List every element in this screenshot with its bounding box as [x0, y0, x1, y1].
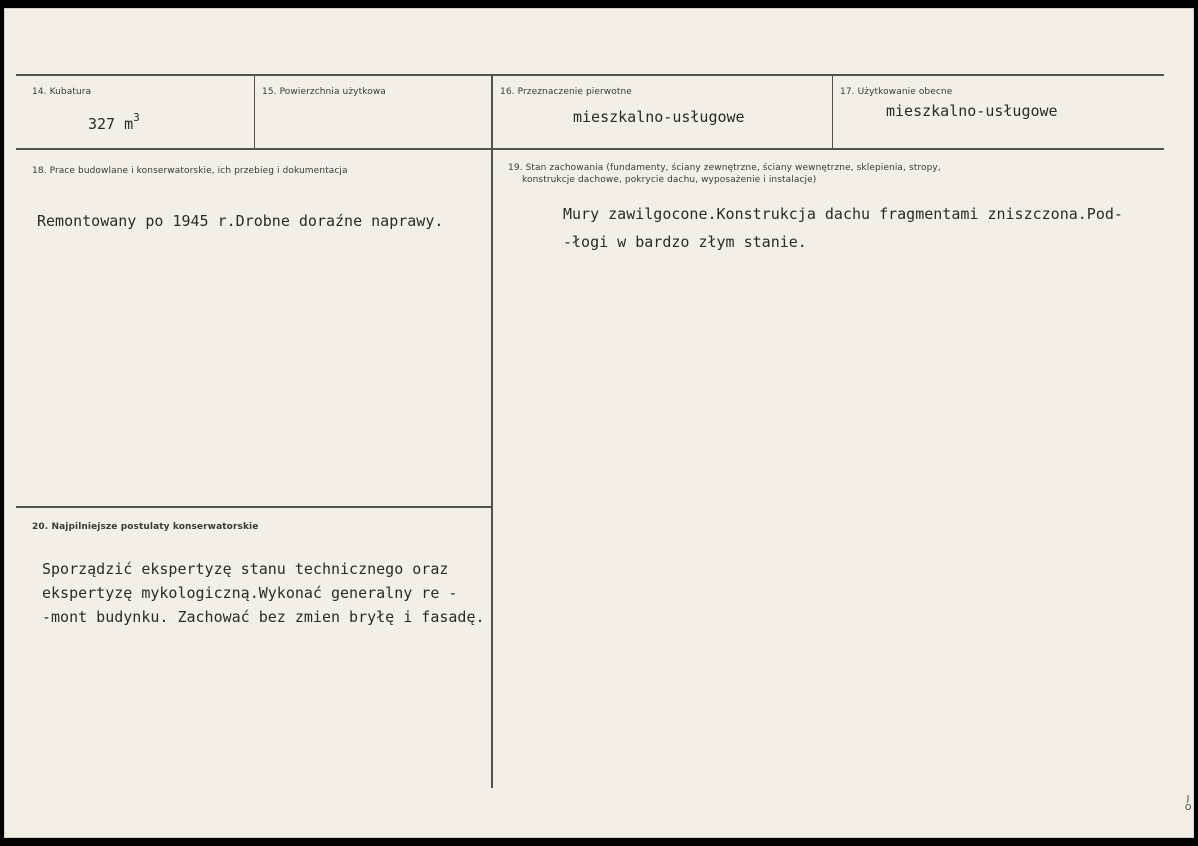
field-18-label: 18. Prace budowlane i konserwatorskie, ich przebieg i dokumentacja: [32, 166, 348, 176]
divider-14-15: [254, 74, 255, 150]
divider-15-16: [491, 74, 493, 788]
inventory-card: [4, 8, 1194, 838]
field-14-value: [88, 105, 140, 137]
top-rule: [16, 74, 1164, 76]
field-19-value-line2: -łogi w bardzo złym stanie.: [563, 233, 807, 251]
field-19-value-line1: Mury zawilgocone.Konstrukcja dachu fragmentami zniszczona.Pod-: [563, 205, 1123, 223]
edge-mark: [1185, 794, 1191, 812]
cubature-exponent: 3: [133, 111, 140, 124]
row1-bottom-rule: [16, 148, 1164, 150]
field-17-label: 17. Użytkowanie obecne: [840, 87, 953, 97]
field-16-label: 16. Przeznaczenie pierwotne: [500, 87, 632, 97]
edge-mark-char-2: O: [1185, 803, 1192, 812]
cubature-value: 327 m: [88, 115, 134, 133]
field-20-value-line3: -mont budynku. Zachować bez zmien bryłę i fasadę.: [42, 608, 485, 626]
field-17-value: mieszkalno-usługowe: [886, 102, 1058, 120]
edge-mark-char-1: J: [1186, 794, 1190, 803]
field-20-value-line1: Sporządzić ekspertyzę stanu technicznego oraz: [42, 560, 449, 578]
field-20-label: 20. Najpilniejsze postulaty konserwatorskie: [32, 522, 259, 532]
field-19-label-line1: 19. Stan zachowania (fundamenty, ściany zewnętrzne, ściany wewnętrzne, sklepienia, stropy,: [508, 163, 941, 173]
field-20-value-line2: ekspertyzę mykologiczną.Wykonać generalny re -: [42, 584, 458, 602]
field-15-label: 15. Powierzchnia użytkowa: [262, 87, 386, 97]
divider-16-17: [832, 74, 833, 150]
field-18-value: Remontowany po 1945 r.Drobne doraźne naprawy.: [37, 212, 444, 230]
field-16-value: mieszkalno-usługowe: [573, 108, 745, 126]
field-14-label: 14. Kubatura: [32, 87, 92, 97]
section20-top-rule: [16, 506, 492, 508]
field-19-label-line2: konstrukcje dachowe, pokrycie dachu, wyposażenie i instalacje): [522, 175, 817, 185]
